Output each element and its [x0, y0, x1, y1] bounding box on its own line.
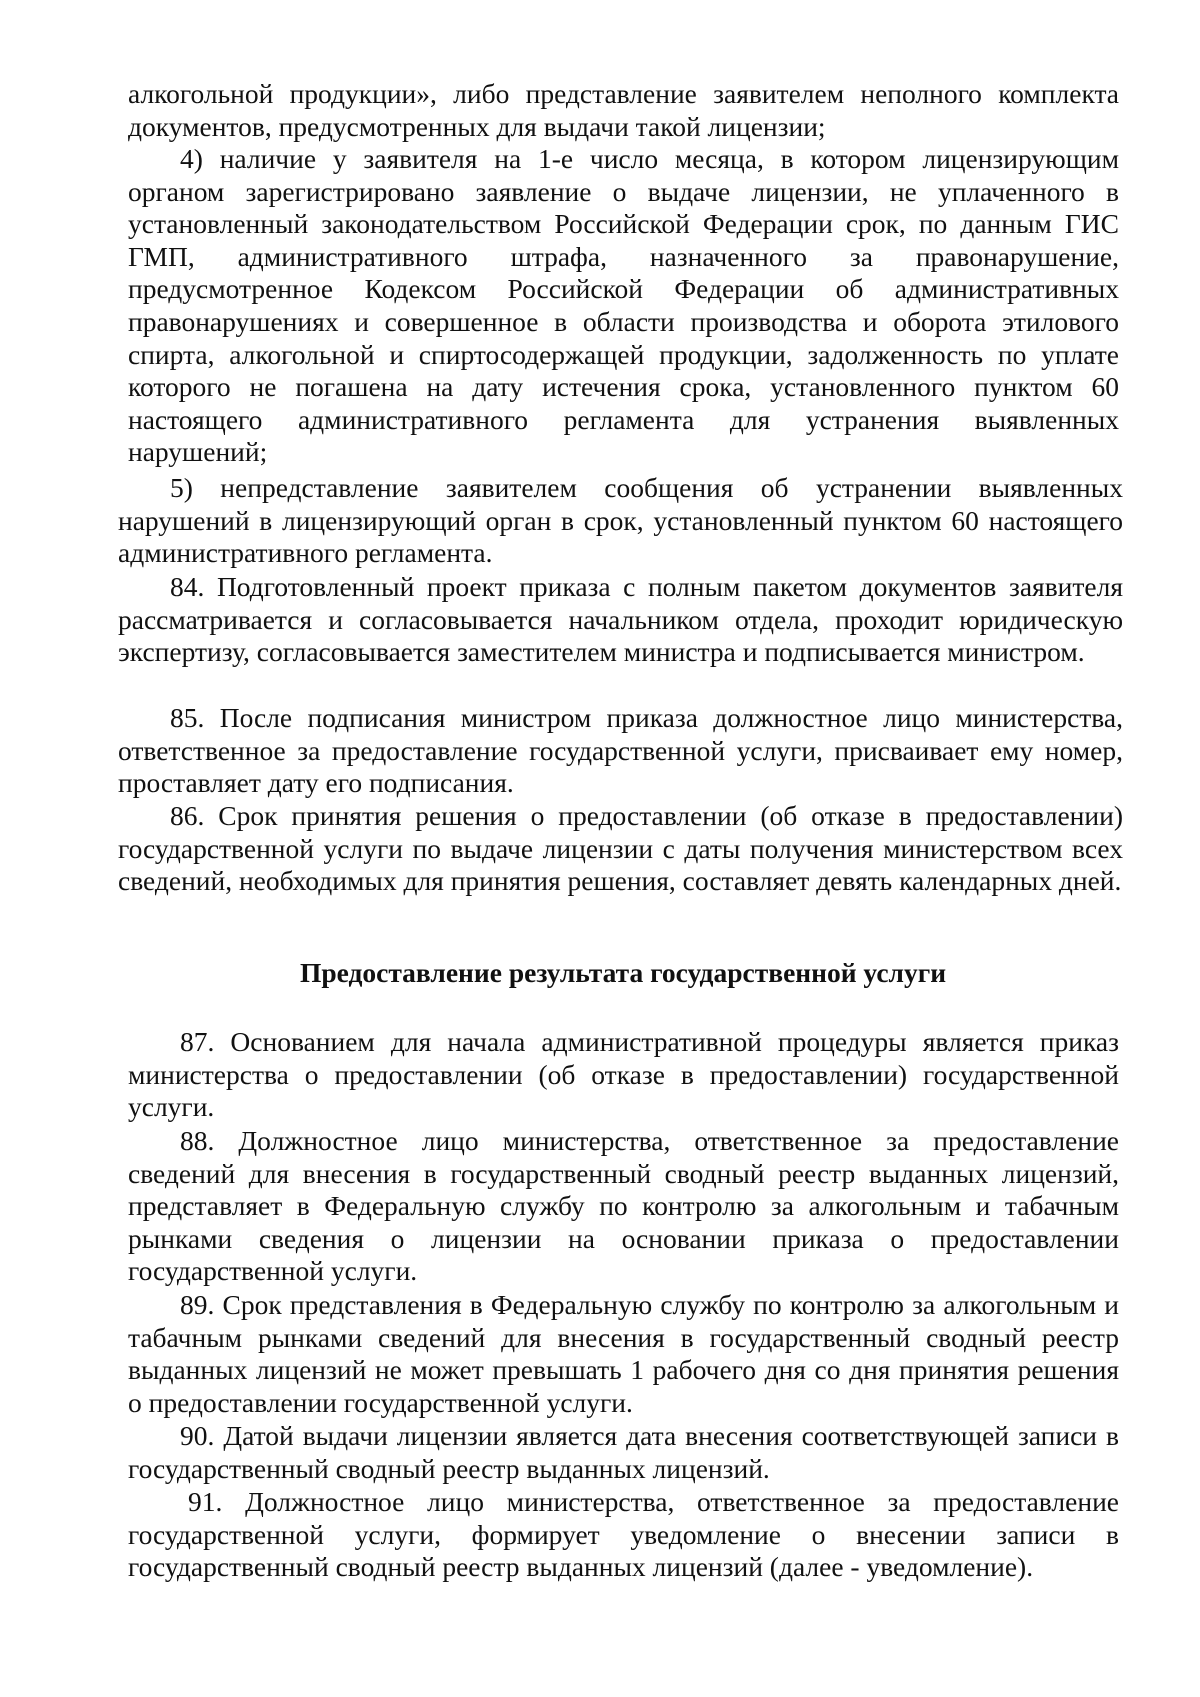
section-heading: Предоставление результата государственной услуги — [299, 957, 947, 988]
paragraph-85: 85. После подписания министром приказа должностное лицо министерства, ответственное за предоставление государственной услуги, присваивает ему номер, проставляет дату его подписания. — [118, 702, 1123, 799]
paragraph-88: 88. Должностное лицо министерства, ответственное за предоставление сведений для внесения в государственный сводный реестр выданных лицензий, представляет в Федеральную службу по контролю за алкогольным и табачным рынками сведения о лицензии на основании приказа о предоставлении государственной услуги. — [128, 1125, 1119, 1287]
paragraph-item-4: 4) наличие у заявителя на 1-е число месяца, в котором лицензирующим органом зарегистрировано заявление о выдаче лицензии, не уплаченного в установленный законодательством Российской Федерации срок, по данным ГИС ГМП, административного штрафа, назначенного за правонарушение, предусмотренное Кодексом Российской Федерации об административных правонарушениях и совершенное в области производства и оборота этилового спирта, алкогольной и спиртосодержащей продукции, задолженность по уплате которого не погашена на дату истечения срока, установленного пунктом 60 настоящего административного регламента для устранения выявленных нарушений; — [128, 143, 1119, 468]
paragraph-continuation: алкогольной продукции», либо представление заявителем неполного комплекта документов, предусмотренных для выдачи такой лицензии; — [128, 78, 1119, 142]
paragraph-89: 89. Срок представления в Федеральную службу по контролю за алкогольным и табачным рынками сведений для внесения в государственный сводный реестр выданных лицензий не может превышать 1 рабочего дня со дня принятия решения о предоставлении государственной услуги. — [128, 1289, 1119, 1418]
paragraph-87: 87. Основанием для начала административной процедуры является приказ министерства о предоставлении (об отказе в предоставлении) государственной услуги. — [128, 1026, 1119, 1123]
paragraph-90: 90. Датой выдачи лицензии является дата внесения соответствующей записи в государственный сводный реестр выданных лицензий. — [128, 1420, 1119, 1484]
paragraph-84: 84. Подготовленный проект приказа с полным пакетом документов заявителя рассматривается и согласовывается начальником отдела, проходит юридическую экспертизу, согласовывается заместителем министра и подписывается министром. — [118, 571, 1123, 668]
paragraph-91: 91. Должностное лицо министерства, ответственное за предоставление государственной услуги, формирует уведомление о внесении записи в государственный сводный реестр выданных лицензий (далее - уведомление). — [128, 1486, 1119, 1583]
paragraph-item-5: 5) непредставление заявителем сообщения об устранении выявленных нарушений в лицензирующий орган в срок, установленный пунктом 60 настоящего административного регламента. — [118, 472, 1123, 569]
paragraph-86: 86. Срок принятия решения о предоставлении (об отказе в предоставлении) государственной услуги по выдаче лицензии с даты получения министерством всех сведений, необходимых для принятия решения, составляет девять календарных дней. — [118, 800, 1123, 897]
